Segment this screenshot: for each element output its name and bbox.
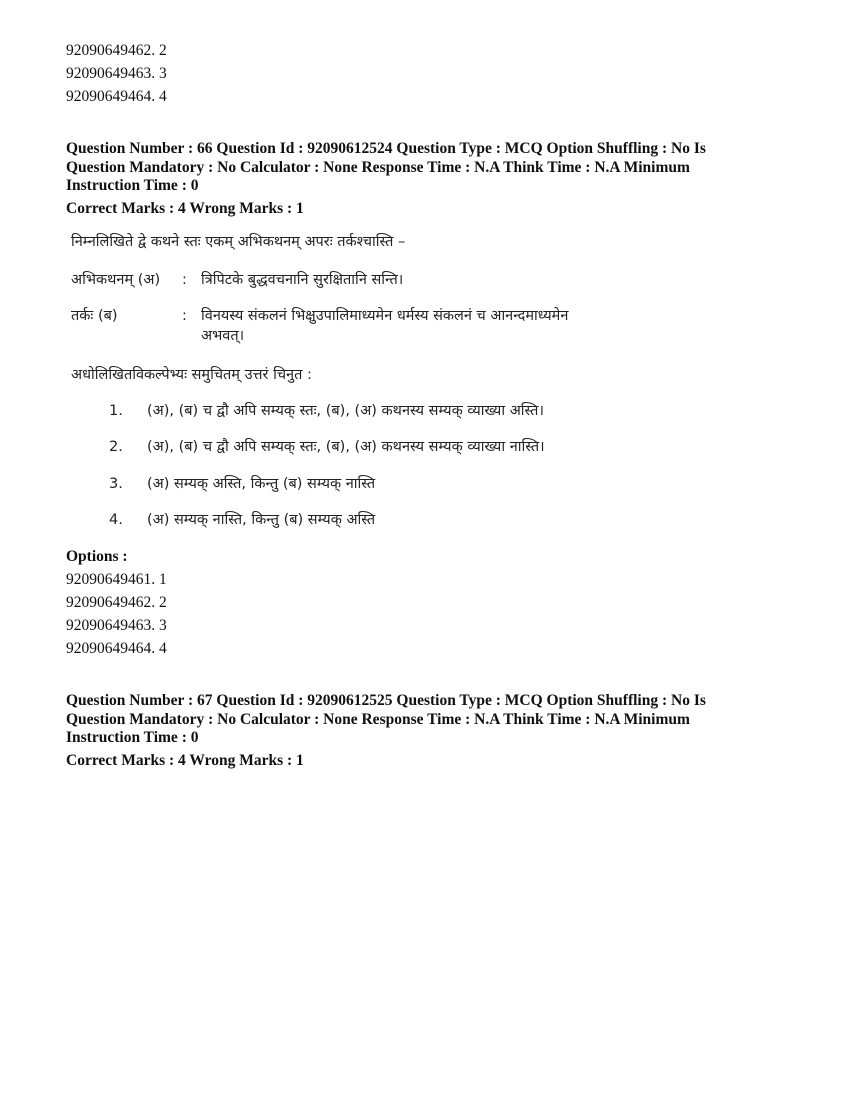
marks-line: Correct Marks : 4 Wrong Marks : 1 (66, 200, 304, 217)
reason-text: विनयस्य संकलनं भिक्षुउपालिमाध्यमेन धर्मस्य संकलनं च आनन्दमाध्यमेन (201, 308, 569, 324)
choice-number: 4. (109, 512, 123, 528)
assertion-label: अभिकथनम् (अ) (71, 272, 161, 288)
option-line: 92090649461. 1 (66, 571, 167, 588)
option-line: 92090649464. 4 (66, 640, 167, 657)
choice-text: (अ), (ब) च द्वौ अपि सम्यक् स्तः, (ब), (अ) कथनस्य सम्यक् व्याख्या नास्ति। (147, 439, 545, 455)
marks-line: Correct Marks : 4 Wrong Marks : 1 (66, 752, 304, 769)
option-line: 92090649462. 2 (66, 594, 167, 611)
question-header-line: Question Mandatory : No Calculator : None Response Time : N.A Think Time : N.A Minimum (66, 711, 690, 728)
assertion-colon: : (182, 272, 187, 288)
choice-text: (अ) सम्यक् अस्ति, किन्तु (ब) सम्यक् नास्ति (147, 476, 376, 492)
choice-number: 2. (109, 439, 123, 455)
choice-number: 3. (109, 476, 123, 492)
option-line: 92090649463. 3 (66, 617, 167, 634)
option-line: 92090649462. 2 (66, 42, 167, 59)
question-header-line: Question Number : 67 Question Id : 92090612525 Question Type : MCQ Option Shuffling : No Is (66, 692, 706, 709)
option-line: 92090649463. 3 (66, 65, 167, 82)
options-label: Options : (66, 548, 128, 565)
question-header-line: Question Number : 66 Question Id : 92090612524 Question Type : MCQ Option Shuffling : No Is (66, 140, 706, 157)
question-header-line: Question Mandatory : No Calculator : None Response Time : N.A Think Time : N.A Minimum (66, 159, 690, 176)
assertion-text: त्रिपिटके बुद्धवचनानि सुरक्षितानि सन्ति। (201, 272, 404, 288)
reason-text-continued: अभवत्। (201, 328, 245, 344)
choice-number: 1. (109, 403, 123, 419)
answer-prompt: अधोलिखितविकल्पेभ्यः समुचितम् उत्तरं चिनुत : (71, 367, 312, 383)
choice-text: (अ) सम्यक् नास्ति, किन्तु (ब) सम्यक् अस्ति (147, 512, 376, 528)
reason-label: तर्कः (ब) (71, 308, 118, 324)
question-header-line: Instruction Time : 0 (66, 729, 199, 746)
option-line: 92090649464. 4 (66, 88, 167, 105)
choice-text: (अ), (ब) च द्वौ अपि सम्यक् स्तः, (ब), (अ) कथनस्य सम्यक् व्याख्या अस्ति। (147, 403, 544, 419)
question-intro: निम्नलिखिते द्वे कथने स्तः एकम् अभिकथनम् अपरः तर्कश्चास्ति – (71, 234, 406, 250)
question-header-line: Instruction Time : 0 (66, 177, 199, 194)
reason-colon: : (182, 308, 187, 324)
